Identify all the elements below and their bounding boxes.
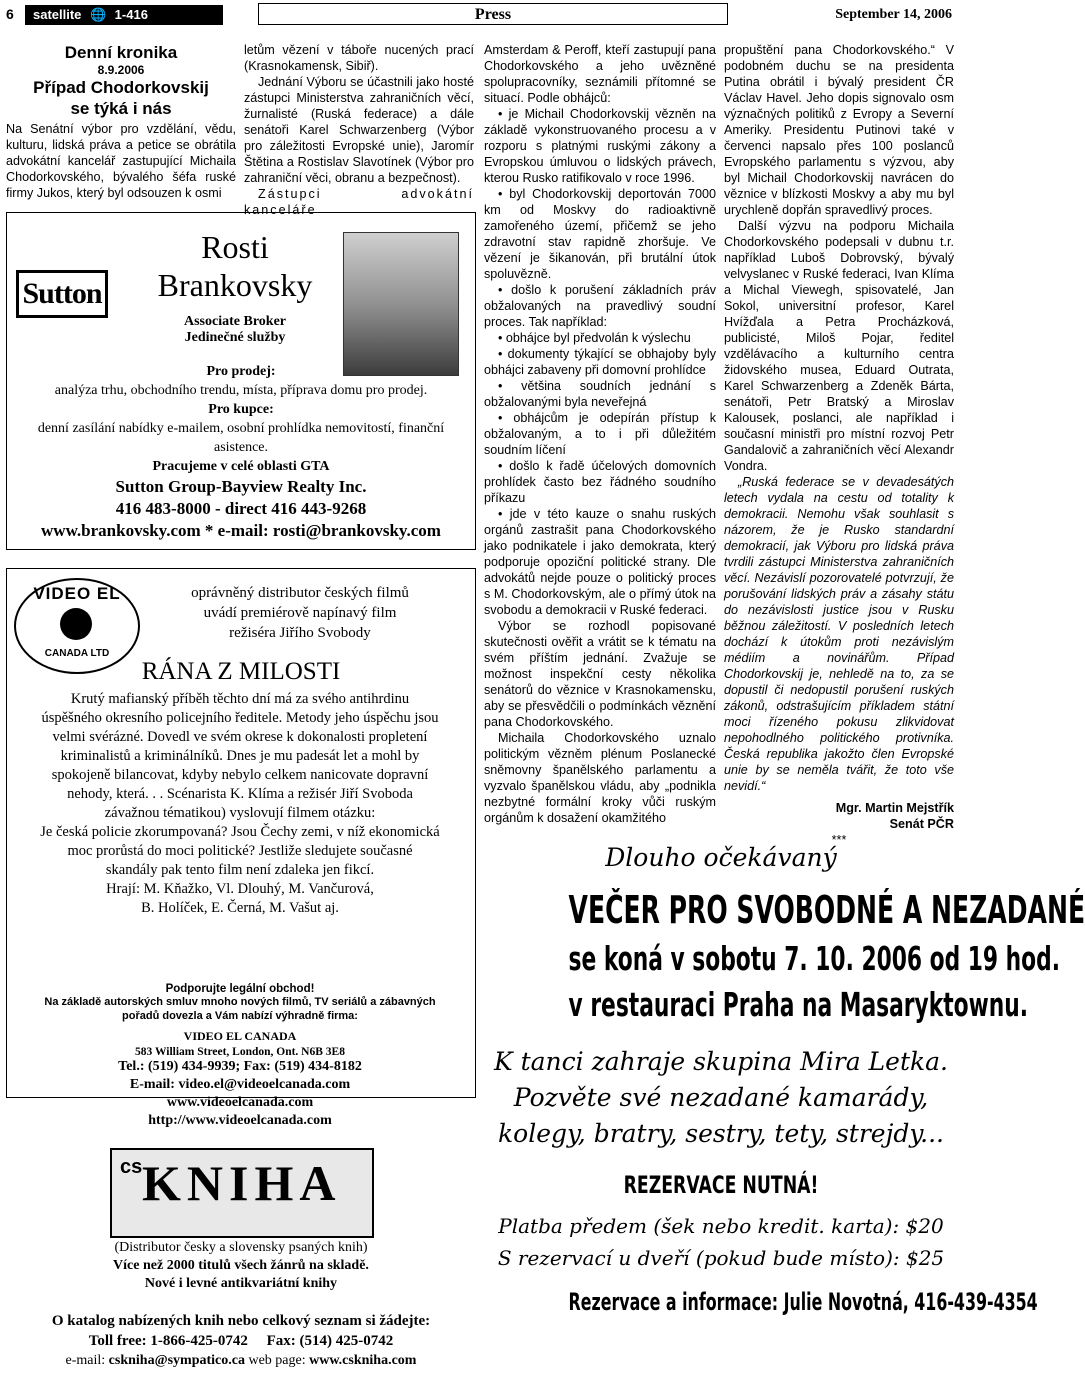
realtor-services: [10, 362, 472, 542]
video-el-logo-sub: CANADA LTD: [44, 648, 110, 659]
kniha-catalog: O katalog nabízených knih nebo celkový seznam si žádejte:: [51, 1313, 431, 1329]
intro-line: uvádí premiérově napínavý film: [203, 605, 397, 621]
event-price-advance: Platba předem (šek nebo kredit. karta): $20: [498, 1214, 944, 1238]
article-paragraph: Výbor se rozhodl popisované skutečnosti ověřit a vrátit se k tématu na svém příštím jednání. Zvažuje se možnost inspekční cesty několika senátorů do věznice v Krasnokamensku, aby se přesvědčili o podmínkách věznění pana Chodorkovského.: [484, 619, 716, 729]
kniha-email[interactable]: cskniha@sympatico.ca: [108, 1353, 245, 1368]
film-description: [40, 690, 440, 918]
intro-line: režiséra Jiřího Svobody: [229, 625, 371, 641]
article-paragraph: Michaila Chodorkovského uznalo politickým vězněm plénum Poslanecké sněmovny španělského parlamentu a vyzvalo španělskou vládu, aby „podnikla nezbytné formální kroky vůči ruským orgánům k dosažení okamžitého: [484, 731, 716, 825]
realtor-role: Associate Broker: [184, 314, 286, 329]
film-desc-text: Krutý mafianský příběh těchto dní má za svého antihrdinu úspěšného okresního policejního ředitele. Metody jeho úspěchu jsou velmi svérázné. Dovedl ve svém okrese k dokonalosti propletení kriminalistů a kriminálníků. Dnes je mu padesát let a mohl by spokojeně bilancovat, kdyby nebylo celkem nanicovate dopravní nehody, která. . . Scénarista K. Klíma a režisér Jiří Svoboda závažnou tématikou) vyslovují filmem otázku:: [41, 691, 439, 821]
kniha-line: Více než 2000 titulů všech žánrů na skladě.: [113, 1258, 369, 1273]
kniha-line: Nové i levné antikvariátní knihy: [144, 1276, 338, 1291]
event-date: se koná v sobotu 7. 10. 2006 od 19 hod.: [568, 939, 1061, 978]
bullet-item: • je Michail Chodorkovskij vězněn na základě vykonstruovaného procesu a v rozporu s platnými ruskými zákony a Evropskou úmluvou o lidských právech, kterou Rusko ratifikovalo v roce 1996.: [484, 107, 716, 185]
event-band: K tanci zahraje skupina Mira Letka.: [493, 1047, 949, 1076]
masthead-badge: [25, 5, 223, 25]
event-venue: v restauraci Praha na Masaryktownu.: [568, 985, 1029, 1024]
company-address: 583 William Street, London, Ont. N6B 3E8: [135, 1046, 345, 1058]
realtor-photo: [343, 232, 459, 376]
section-title: Press: [258, 3, 728, 25]
bullet-item: • došlo k porušení základních práv obžalovaných na pravedlivý soudní proces. Tak například:: [484, 283, 716, 329]
event-reservation-required: REZERVACE NUTNÁ!: [623, 1171, 819, 1199]
kronika-date: 8.9.2006: [97, 63, 145, 77]
kronika-headline-2: se týká i nás: [70, 99, 172, 118]
company-email: E-mail: video.el@videoelcanada.com: [129, 1077, 351, 1092]
kniha-phones: Toll free: 1-866-425-0742 Fax: (514) 425-0742: [88, 1333, 394, 1349]
film-cast: Hrají: M. Kňažko, Vl. Dlouhý, M. Vančurová,: [106, 881, 374, 897]
kronika-lead: Na Senátní výbor pro vzdělání, vědu, kulturu, lidská práva a petice se obrátila advokátní kancelář zastupující Michaila Chodorkovského, bývalého šéfa ruské firmy Jukos, který byl odsouzen k osmi: [6, 122, 236, 200]
article-paragraph: Další výzvu na podporu Michaila Chodorkovského podepsali v dubnu t.r. například Luboš Dobrovský, bývalý velvyslanec v Ruské federaci, Ivan Klíma a Michal Viewegh, spisovatelé, Jan Sokol, universitní profesor, Karel Hvížďala a Petra Procházková, publicisté, Miloš Pojar, ředitel vzdělávacího a kulturního centra židovského musea, Eduard Outrata, Karel Schwarzenberg a Zdeněk Bárta, senátoři, Petr Bratský a Miroslav Kalousek, poslanci, ale například i současní ministři pro místní rozvoj Petr Gandalovič a zahraničních věcí Alexandr Vondra.: [724, 219, 954, 473]
article-paragraph: Amsterdam & Peroff, kteří zastupují pana Chodorkovského a jeho uvězněné spolupracovníky, seznámili přítomné se situací. Podle obhájců:: [484, 43, 716, 105]
sutton-logo: Sutton: [16, 270, 108, 332]
kronika-headline-1: Případ Chodorkovskij: [33, 78, 209, 97]
article-column-2: [244, 42, 474, 218]
buy-heading: Pro kupce:: [208, 402, 274, 417]
buy-text: denní zasílání nabídky e-mailem, osobní prohlídka nemovitostí, finanční asistence.: [37, 421, 445, 455]
company-web: http://www.videoelcanada.com: [148, 1113, 332, 1128]
kniha-contact: [6, 1311, 476, 1371]
video-el-logo-text: VIDEO EL: [33, 584, 121, 603]
article-paragraph: propuštění pana Chodorkovského.“ V podobném duchu se na presidenta Putina obrátil i bývalý president ČR Václav Havel. Jeho dopis signovalo osm význačných politiků z Evropy a Severní Ameriky. Presidentu Putinovi také v červenci napsalo přes 100 poslanců Evropského parlamentu s výzvou, aby byl Michail Chodorkovskij navrácen do věznice v blízkosti Moskvy a aby mu byl urychleně dopřán spravedlivý proces.: [724, 43, 954, 217]
separator-stars: ***: [831, 833, 847, 847]
event-contact: Rezervace a informace: Julie Novotná, 416-439-4354: [568, 1288, 1038, 1316]
web-label: web page:: [244, 1353, 310, 1368]
sell-text: analýza trhu, obchodního trendu, místa, příprava domu pro prodej.: [54, 383, 428, 398]
sell-heading: Pro prodej:: [206, 364, 276, 379]
film-title: RÁNA Z MILOSTI: [141, 658, 341, 685]
kniha-line: (Distributor česky a slovensky psaných knih): [114, 1240, 368, 1255]
realtor-name: [130, 228, 340, 346]
signature-name: Mgr. Martin Mejstřík: [835, 801, 954, 815]
kniha-logo-text: KNIHA: [142, 1155, 342, 1211]
bullet-item: • byl Chodorkovskij deportován 7000 km od Moskvy do radioaktivně zamořeného území, přičemž se jeho zdravotní stav rapidně zhoršuje. Ve vězení je šikanován, při brutální útok spoluvězně.: [484, 187, 716, 281]
event-title: VEČER PRO SVOBODNÉ A NEZADANÉ: [568, 888, 1085, 932]
film-question: Je česká policie zkorumpovaná? Jsou Čechy zemi, v níž ekonomická moc prorůstá do moci politické? Jestliže sledujete současné skandály pak tento film není zdaleka jen fikcí.: [40, 824, 440, 878]
company-name: Sutton Group-Bayview Realty Inc.: [115, 477, 367, 496]
kniha-info: [10, 1239, 472, 1293]
article-paragraph: Zástupci advokátní kanceláře: [244, 187, 474, 217]
article-paragraph: letům vězení v táboře nucených prací (Krasnokamensk, Sibiř).: [244, 43, 474, 73]
phone-numbers: 416 483-8000 - direct 416 443-9268: [115, 499, 367, 518]
bullet-item: • většina soudních jednání s obžalovanými byla neveřejná: [484, 379, 716, 409]
paper-name: satellite: [33, 7, 82, 22]
company-phone: Tel.: (519) 434-9939; Fax: (519) 434-8182: [118, 1059, 362, 1074]
service-area: Pracujeme v celé oblasti GTA: [152, 459, 330, 474]
realtor-first-name: Rosti: [201, 229, 269, 265]
quote-paragraph: „Ruská federace se v devadesátých letech vydala na cestu od totality k demokracii. Nemohu však souhlasit s názorem, že je Rusko standardní demokracií, jak Výboru pro lidská práva tvrdili zástupci Ministerstva zahraničních věcí. Nezávislí pozorovatelé potvrzují, že porušování lidských práv a zásahy státu do nezávislosti justice jsou v Rusku běžnou záležitostí. V posledních letech dochází k útokům proti nezávislým médiím a novinářům. Případ Chodorkovskij je, nehledě na to, za se dopustil či nedopustil porušení ruských zákonů, odstrašujícím příkladem státní moci řízeného pokusu zlikvidovat nepohodlného politického protivníka. Česká republika jakožto člen Evropské unie by se neměla tvářit, že toto vše nevidí.“: [724, 475, 954, 793]
email-label: e-mail:: [65, 1353, 109, 1368]
bullet-item: • dokumenty týkající se obhajoby byly obhájci zabaveny při domovní prohlídce: [484, 347, 716, 377]
signature-role: Senát PČR: [889, 817, 954, 831]
bullet-item: • došlo k řadě účelových domovních prohlídek často bez řádného soudního příkazu: [484, 459, 716, 505]
licence-notice: Na základě autorských smluv mnoho nových filmů, TV seriálů a zábavných pořadů dovezla a Vám nabízí výhradně firma:: [44, 996, 436, 1022]
realtor-last-name: Brankovsky: [157, 267, 313, 303]
article-column-3: [484, 42, 716, 826]
page-number: 6: [6, 6, 14, 22]
kniha-logo-cs: cs: [120, 1156, 143, 1178]
video-el-intro: [140, 583, 460, 643]
bullet-item: • jde v této kauze o snahu ruských orgánů zastrašit pana Chodorkovského jako podnikatele i jako demokrata, který podporuje opoziční politické strany. Dle advokátů nejde pouze o politický proces s M. Chodorkovským, ale o přímý útok na svobodu a demokracii v Ruské federaci.: [484, 507, 716, 617]
company-name: VIDEO EL CANADA: [183, 1029, 297, 1043]
support-slogan: Podporujte legální obchod!: [165, 983, 315, 995]
video-el-contact: [40, 983, 440, 1130]
event-invite: kolegy, bratry, sestry, tety, strejdy...: [498, 1119, 944, 1148]
issue-date: September 14, 2006: [835, 7, 952, 22]
company-web: www.videoelcanada.com: [166, 1095, 314, 1110]
singles-event-ad: [490, 842, 1085, 1322]
bullet-item: • obhájce byl předvolán k výslechu: [498, 331, 691, 345]
cs-kniha-logo: [110, 1148, 374, 1238]
kronika-column: [6, 42, 236, 201]
globe-icon: 🌐: [89, 7, 107, 22]
bullet-item: • obhájcům je odepírán přístup k obžalovaným, a to i při důležitém soudním líčení: [484, 411, 716, 457]
article-column-4: [724, 42, 954, 848]
event-invite: Pozvěte své nezadané kamarády,: [513, 1083, 929, 1112]
film-cast: B. Holíček, E. Černá, M. Vašut aj.: [141, 900, 339, 916]
web-email: www.brankovsky.com * e-mail: rosti@brankovsky.com: [41, 521, 441, 540]
intro-line: oprávněný distributor českých filmů: [191, 585, 409, 601]
paper-number: 1-416: [114, 7, 148, 22]
kniha-web[interactable]: www.cskniha.com: [309, 1353, 417, 1368]
realtor-tagline: Jedinečné služby: [184, 330, 286, 345]
event-price-door: S rezervací u dveří (pokud bude místo): $25: [497, 1246, 945, 1270]
event-intro: Dlouho očekávaný: [605, 843, 837, 872]
article-paragraph: Jednání Výboru se účastnili jako hosté zástupci Ministerstva zahraničních věcí, žurnalisté (Ruská federace) a dále senátoři Karel Schwarzenberg (Výbor pro záležitosti Evropské unie), Jaromír Štětina a Rostislav Slavotínek (Výbor pro zahraniční věci, obranu a bezpečnost).: [244, 75, 474, 185]
kronika-title: Denní kronika: [64, 43, 178, 62]
